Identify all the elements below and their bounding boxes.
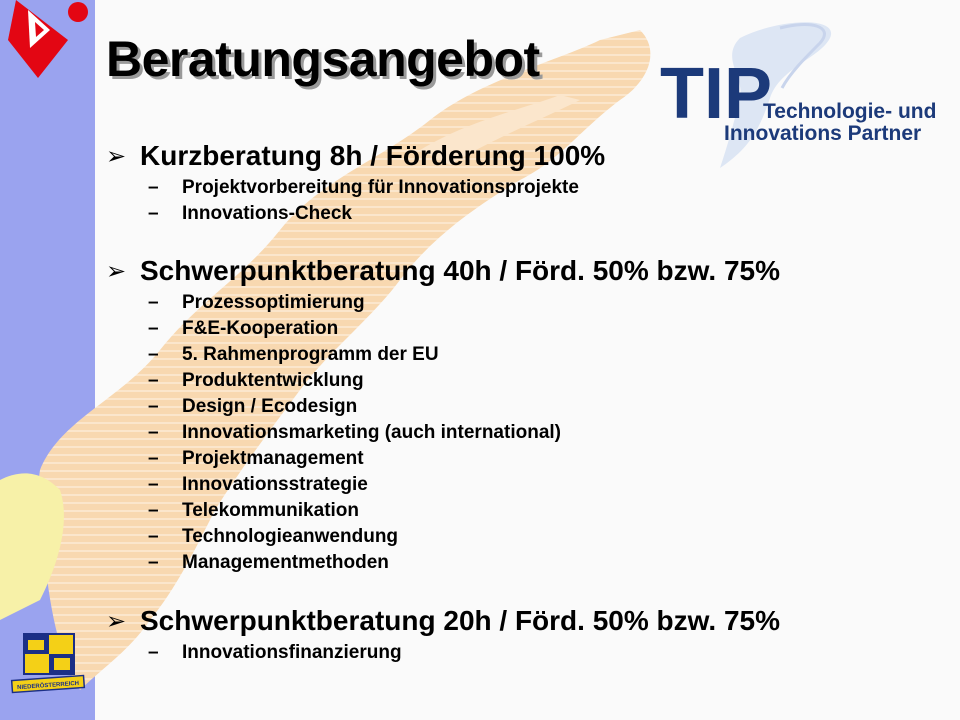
list-item-text: F&E-Kooperation	[182, 318, 339, 339]
tip-acronym: TIP	[660, 54, 773, 134]
bottom-logo-text: NIEDERÖSTERREICH	[16, 680, 80, 692]
dash-bullet: –	[148, 318, 159, 339]
list-item-text: Technologieanwendung	[182, 526, 399, 547]
dash-bullet: –	[148, 370, 159, 391]
section-schwerpunkt-20h	[106, 605, 780, 667]
dash-bullet: –	[148, 203, 159, 224]
list-item-text: Innovations-Check	[182, 203, 352, 224]
dash-bullet: –	[148, 448, 159, 469]
dash-bullet: –	[148, 396, 159, 417]
list-item	[106, 499, 780, 525]
list-item	[106, 369, 780, 395]
sub-item-list	[106, 176, 605, 228]
slide-title: Beratungsangebot	[106, 31, 540, 87]
list-item-text: Innovationsstrategie	[182, 474, 368, 495]
list-item-text: Managementmethoden	[182, 552, 389, 573]
dash-bullet: –	[148, 552, 159, 573]
sub-item-list	[106, 291, 780, 577]
section-kurzberatung	[106, 140, 605, 228]
list-item	[106, 343, 780, 369]
list-item	[106, 473, 780, 499]
list-item	[106, 291, 780, 317]
dash-bullet: –	[148, 642, 159, 663]
tip-line-2: Innovations Partner	[724, 122, 922, 145]
corner-logo-icon	[8, 0, 98, 80]
arrow-bullet-icon: ➢	[106, 142, 127, 170]
dash-bullet: –	[148, 474, 159, 495]
list-item-text: Innovationsfinanzierung	[182, 642, 402, 663]
tip-partner-logo	[660, 18, 950, 168]
section-heading	[106, 255, 780, 287]
list-item	[106, 641, 780, 667]
list-item-text: Produktentwicklung	[182, 370, 364, 391]
arrow-bullet-icon: ➢	[106, 607, 127, 635]
niederoesterreich-logo-icon	[10, 632, 86, 696]
list-item	[106, 202, 605, 228]
dash-bullet: –	[148, 292, 159, 313]
list-item-text: Innovationsmarketing (auch international)	[182, 422, 561, 443]
list-item	[106, 525, 780, 551]
list-item-text: Projektmanagement	[182, 448, 364, 469]
arrow-bullet-icon: ➢	[106, 257, 127, 285]
section-heading-text: Schwerpunktberatung 20h / Förd. 50% bzw. 75%	[140, 605, 780, 636]
section-heading-text: Kurzberatung 8h / Förderung 100%	[140, 140, 606, 171]
list-item-text: 5. Rahmenprogramm der EU	[182, 344, 439, 365]
section-schwerpunkt-40h	[106, 255, 780, 577]
list-item	[106, 176, 605, 202]
tip-line-1: Technologie- und	[763, 100, 937, 123]
dash-bullet: –	[148, 526, 159, 547]
dash-bullet: –	[148, 344, 159, 365]
list-item-text: Telekommunikation	[182, 500, 360, 521]
list-item	[106, 421, 780, 447]
sub-item-list	[106, 641, 780, 667]
list-item	[106, 551, 780, 577]
section-heading	[106, 605, 780, 637]
list-item	[106, 395, 780, 421]
dash-bullet: –	[148, 422, 159, 443]
list-item-text: Projektvorbereitung für Innovationsprojekte	[182, 177, 579, 198]
section-heading	[106, 140, 605, 172]
list-item	[106, 447, 780, 473]
list-item-text: Design / Ecodesign	[182, 396, 358, 417]
list-item	[106, 317, 780, 343]
section-heading-text: Schwerpunktberatung 40h / Förd. 50% bzw. 75%	[140, 255, 780, 286]
list-item-text: Prozessoptimierung	[182, 292, 365, 313]
dash-bullet: –	[148, 177, 159, 198]
dash-bullet: –	[148, 500, 159, 521]
